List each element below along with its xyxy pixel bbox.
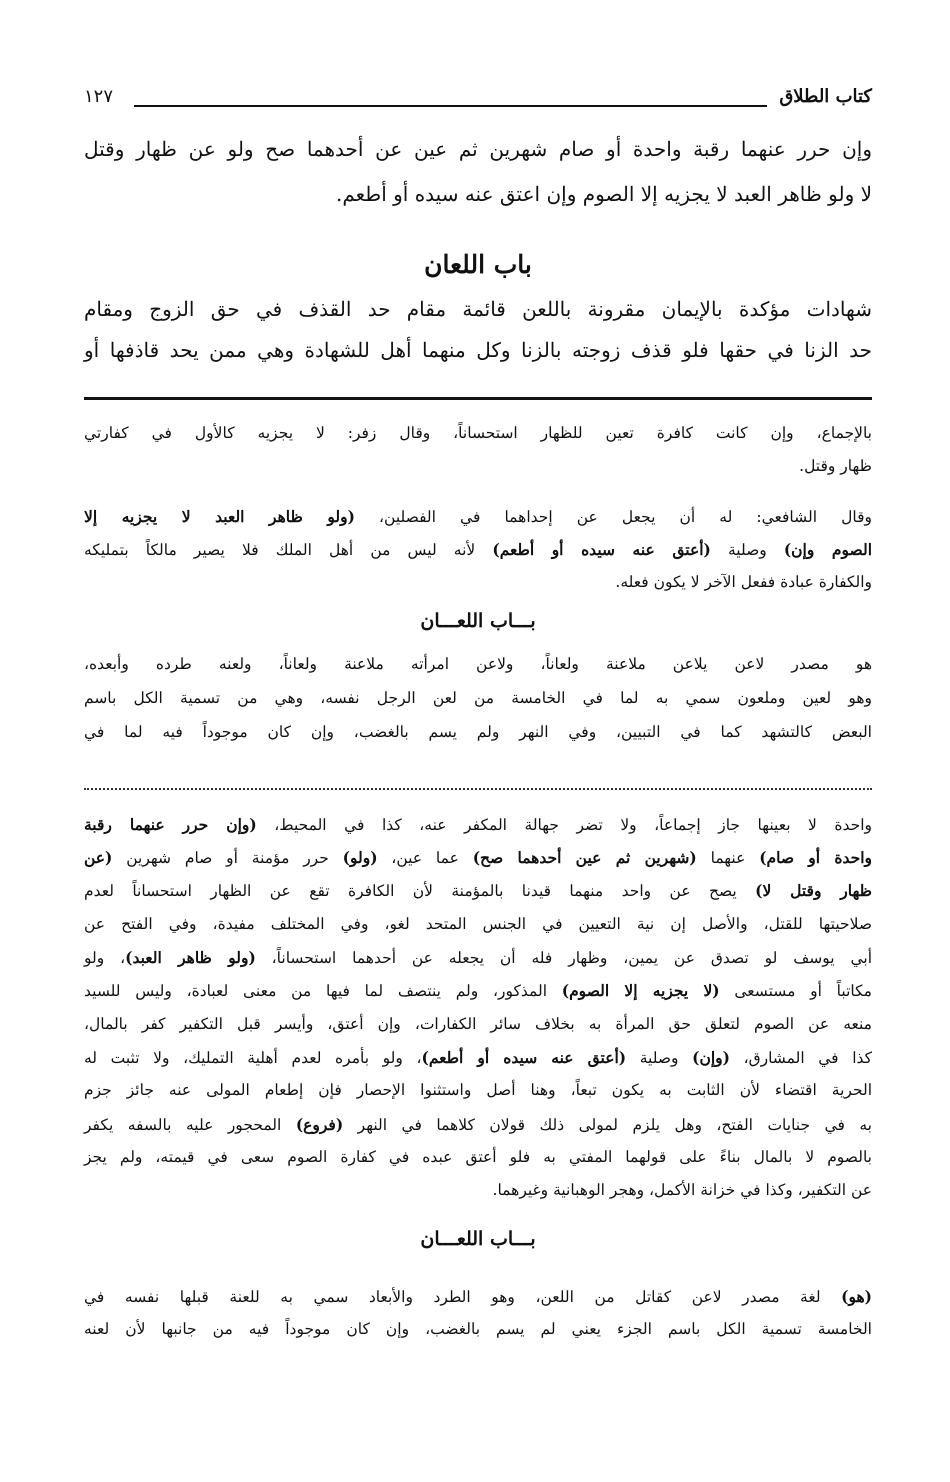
text-segment: شهادات مؤكدة بالإيمان مقرونة باللعن قائمة مقام حد القذف في حق الزوج ومقام bbox=[84, 297, 872, 321]
header-rule bbox=[134, 105, 767, 107]
text-segment: عن التكفير، وكذا في خزانة الأكمل، وهجر الوهبانية وغيرهما. bbox=[492, 1181, 872, 1199]
text-segment: لغة مصدر لاعن كقاتل من اللعن، وهو الطرد والأبعاد سمي به للعنة قبلها نفسه في bbox=[84, 1288, 842, 1306]
text-line bbox=[84, 1048, 872, 1067]
bold-quote: (وإن) bbox=[692, 1048, 730, 1067]
text-segment: به في جنايات الفتح، وهل يلزم لمولى ذلك قولان كلاهما في النهر bbox=[343, 1116, 872, 1134]
text-line bbox=[84, 507, 872, 526]
bold-quote: (فروع) bbox=[295, 1115, 344, 1134]
bold-quote: (شهرين ثم عين أحدهما صح) bbox=[472, 848, 697, 867]
bold-quote: (هو) bbox=[841, 1287, 872, 1306]
text-line bbox=[84, 915, 872, 933]
text-line bbox=[84, 815, 872, 834]
text-segment: ظهار وقتل. bbox=[799, 457, 872, 475]
text-line bbox=[84, 1181, 872, 1199]
text-segment: المحجور عليه بالسفه يكفر bbox=[84, 1116, 296, 1134]
text-segment: وصلية bbox=[710, 541, 784, 559]
text-segment: وإن حرر عنهما رقبة واحدة أو صام شهرين ثم عين عن أحدهما صح ولو عن ظهار وقتل bbox=[84, 137, 872, 161]
text-line bbox=[84, 297, 872, 321]
text-segment: حرر مؤمنة أو صام شهرين bbox=[112, 849, 343, 867]
text-segment: المذكور، ولم ينتصف لما فيها من معنى لعبادة، وليس للسيد bbox=[84, 982, 562, 1000]
text-segment: الحرية اقتضاء لأن الثابت به يكون تبعاً، وهنا أصل واستثنوا الإحصار فإن إطعام المولى عنه جائز جزم bbox=[84, 1081, 872, 1099]
chapter-title: كتاب الطلاق bbox=[779, 86, 872, 107]
text-segment: ، ولو بأمره لعدم أهلية التمليك، ولا تثبت له bbox=[84, 1049, 422, 1067]
text-segment: منعه عن الصوم لتعلق حق المرأة به بخلاف سائر الكفارات، وإن أعتق، وأيسر قبل التكفير كفر بالمال، bbox=[84, 1015, 872, 1033]
section-heading bbox=[84, 610, 872, 632]
text-line bbox=[84, 1081, 872, 1099]
text-segment: لأنه ليس من أهل الملك فلا يصير مالكاً بتمليكه bbox=[84, 541, 493, 559]
text-segment: عنهما bbox=[696, 849, 760, 867]
text-segment: بالصوم لا بالمال بناءً على قولهما المفتي به فلو أعتق عبده في كفارة الصوم سعى في قيمته، ولم يجز bbox=[84, 1148, 872, 1166]
bold-quote: (أعتق عنه سيده أو أطعم) bbox=[492, 540, 711, 559]
bold-quote: (أعتق عنه سيده أو أطعم) bbox=[421, 1048, 627, 1067]
text-line bbox=[84, 424, 872, 442]
text-line bbox=[84, 948, 872, 967]
text-line bbox=[84, 1320, 872, 1338]
bold-quote: (لا يجزيه إلا الصوم) bbox=[561, 981, 720, 1000]
text-segment: أبي يوسف لو تصدق عن يمين، وظهار فله أن يجعله عن أحدهما استحساناً، bbox=[255, 949, 873, 967]
text-line bbox=[84, 881, 872, 900]
text-segment: يصح عن واحد منهما قيدنا بالمؤمنة لأن الكافرة تقع عن الظهار استحساناً لعدم bbox=[84, 882, 756, 900]
text-line bbox=[84, 1015, 872, 1033]
text-segment: عما عين، bbox=[377, 849, 473, 867]
text-segment: الخامسة تسمية الكل باسم الجزء يعني لم يسم بالغضب، وإن كان موجوداً فيه من جانبها لأن لعنه bbox=[84, 1320, 872, 1338]
text-line bbox=[84, 981, 872, 1000]
text-segment: باب اللعان bbox=[424, 250, 532, 279]
text-line bbox=[84, 137, 872, 161]
bold-quote: واحدة أو صام) bbox=[759, 848, 873, 867]
text-segment: بـــاب اللعـــان bbox=[420, 1228, 536, 1250]
text-line bbox=[84, 1287, 872, 1306]
text-line bbox=[84, 689, 872, 707]
text-segment: والكفارة عبادة ففعل الآخر لا يكون فعله. bbox=[615, 573, 872, 591]
text-line bbox=[84, 848, 872, 867]
text-segment: لا ولو ظاهر العبد لا يجزيه إلا الصوم وإن اعتق عنه سيده أو أطعم. bbox=[335, 182, 872, 206]
section-heading bbox=[84, 1228, 872, 1250]
text-line bbox=[84, 573, 872, 591]
text-line bbox=[84, 457, 872, 475]
bold-quote: (ولو ظاهر العبد لا يجزيه إلا bbox=[84, 507, 355, 526]
text-segment: واحدة لا بعينها جاز إجماعاً، ولا تضر جهالة المكفر عنه، كذا في المحيط، bbox=[256, 816, 873, 834]
text-line bbox=[84, 540, 872, 559]
text-segment: هو مصدر لاعن يلاعن ملاعنة ولعاناً، ولاعن امرأته ملاعنة ولعاناً، ولعنه طرده وأبعده، bbox=[84, 655, 872, 673]
text-segment: وقال الشافعي: له أن يجعل عن إحداهما في الفصلين، bbox=[354, 508, 872, 526]
bold-quote: (عن bbox=[84, 848, 113, 867]
text-segment: بالإجماع، وإن كانت كافرة تعين للظهار استحساناً، وقال زفر: لا يجزيه كالأول في كفارتي bbox=[84, 424, 872, 442]
section-heading bbox=[84, 250, 872, 279]
text-segment: حد الزنا في حقها فلو قذف زوجته بالزنا وكل منهما أهل للشهادة وهي ممن يحد قاذفها أو bbox=[84, 338, 872, 362]
bold-quote: (ولو) bbox=[342, 848, 378, 867]
text-line bbox=[84, 182, 872, 206]
text-segment: البعض كالتشهد كما في التبيين، وفي النهر ولم يسم بالغضب، وإن كان موجوداً فيه لما في bbox=[84, 723, 872, 741]
text-segment: وهو لعين وملعون سمي به لما في الخامسة من لعن الرجل نفسه، وهي من تسمية الكل باسم bbox=[84, 689, 872, 707]
text-line bbox=[84, 1115, 872, 1134]
text-segment: كذا في المشارق، bbox=[729, 1049, 873, 1067]
text-line bbox=[84, 723, 872, 741]
text-line bbox=[84, 1148, 872, 1166]
page-number: ١٢٧ bbox=[84, 86, 114, 107]
text-line bbox=[84, 338, 872, 362]
running-header bbox=[84, 86, 872, 116]
text-segment: ، ولو bbox=[84, 949, 126, 967]
bold-quote: الصوم وإن) bbox=[783, 540, 872, 559]
bold-quote: (وإن حرر عنهما رقبة bbox=[84, 815, 257, 834]
text-segment: بـــاب اللعـــان bbox=[420, 610, 536, 632]
text-segment: مكاتباً أو مستسعى bbox=[719, 982, 872, 1000]
text-line bbox=[84, 655, 872, 673]
bold-quote: (ولو ظاهر العبد) bbox=[125, 948, 256, 967]
footnote-separator bbox=[84, 397, 872, 400]
bold-quote: ظهار وقتل لا) bbox=[755, 881, 872, 900]
text-segment: وصلية bbox=[626, 1049, 693, 1067]
text-segment: صلاحيتها للقتل، والأصل إن نية التعيين في الجنس المتحد لغو، وفي المختلف مفيدة، وفي الفتح عن bbox=[84, 915, 872, 933]
dotted-separator bbox=[84, 788, 872, 790]
